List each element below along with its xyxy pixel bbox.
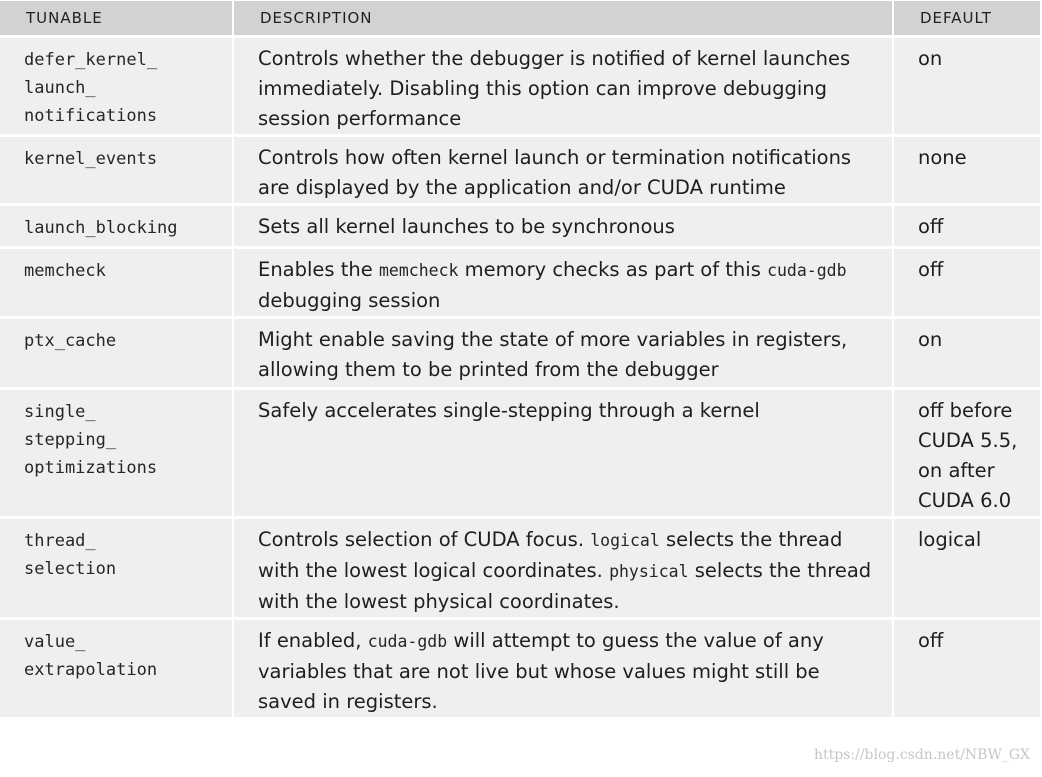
default-cell: off: [894, 249, 1040, 316]
watermark: https://blog.csdn.net/NBW_GX: [813, 747, 1030, 763]
inline-code: cuda-gdb: [367, 632, 448, 651]
inline-code: memcheck: [378, 261, 459, 280]
description-text: will attempt to guess the value of any variables that are not live but whose values might still be saved in registers.: [258, 629, 824, 713]
description-cell: [234, 38, 892, 134]
table-row: [0, 319, 1040, 387]
description-text: Controls selection of CUDA focus.: [258, 528, 591, 551]
tunable-cell: ptx_cache: [0, 319, 232, 387]
description-cell: [234, 206, 892, 246]
description-text: Might enable saving the state of more variables in registers, allowing them to be printed from the debugger: [258, 328, 848, 381]
tunable-cell: memcheck: [0, 249, 232, 316]
description-cell: [234, 319, 892, 387]
description-cell: [234, 137, 892, 203]
table-row: [0, 137, 1040, 203]
inline-code: logical: [590, 531, 660, 550]
header-row: [0, 1, 1040, 35]
default-cell: off before CUDA 5.5, on after CUDA 6.0: [894, 390, 1040, 516]
description-text: Safely accelerates single-stepping through a kernel: [258, 399, 760, 422]
table-row: [0, 519, 1040, 617]
inline-code: physical: [609, 562, 689, 581]
tunable-cell: defer_kernel_ launch_ notifications: [0, 38, 232, 134]
description-text: Enables the: [258, 258, 379, 281]
tunable-cell: single_ stepping_ optimizations: [0, 390, 232, 516]
header-tunable: TUNABLE: [0, 1, 232, 35]
description-text: selects the thread with the lowest physical coordinates.: [258, 559, 872, 613]
description-text: If enabled,: [258, 629, 368, 652]
description-text: Controls whether the debugger is notified of kernel launches immediately. Disabling this option can improve debugging session performance: [258, 47, 851, 130]
tunable-cell: launch_blocking: [0, 206, 232, 246]
default-cell: logical: [894, 519, 1040, 617]
description-text: selects the thread with the lowest logical coordinates.: [258, 528, 843, 582]
default-cell: on: [894, 319, 1040, 387]
description-cell: [234, 620, 892, 717]
table-row: [0, 249, 1040, 316]
description-text: Controls how often kernel launch or termination notifications are displayed by the application and/or CUDA runtime: [258, 146, 852, 199]
description-cell: [234, 390, 892, 516]
table-row: [0, 620, 1040, 717]
description-text: Sets all kernel launches to be synchronous: [258, 215, 675, 238]
header-default: DEFAULT: [894, 1, 1040, 35]
default-cell: none: [894, 137, 1040, 203]
description-text: memory checks as part of this: [458, 258, 768, 281]
tunable-cell: thread_ selection: [0, 519, 232, 617]
description-cell: [234, 249, 892, 316]
table-row: [0, 390, 1040, 516]
description-text: debugging session: [258, 289, 441, 312]
tunable-cell: value_ extrapolation: [0, 620, 232, 717]
inline-code: cuda-gdb: [767, 261, 847, 280]
default-cell: off: [894, 206, 1040, 246]
header-description: DESCRIPTION: [234, 1, 892, 35]
description-cell: [234, 519, 892, 617]
default-cell: off: [894, 620, 1040, 717]
tunable-cell: kernel_events: [0, 137, 232, 203]
default-cell: on: [894, 38, 1040, 134]
table-row: [0, 38, 1040, 134]
table-row: [0, 206, 1040, 246]
